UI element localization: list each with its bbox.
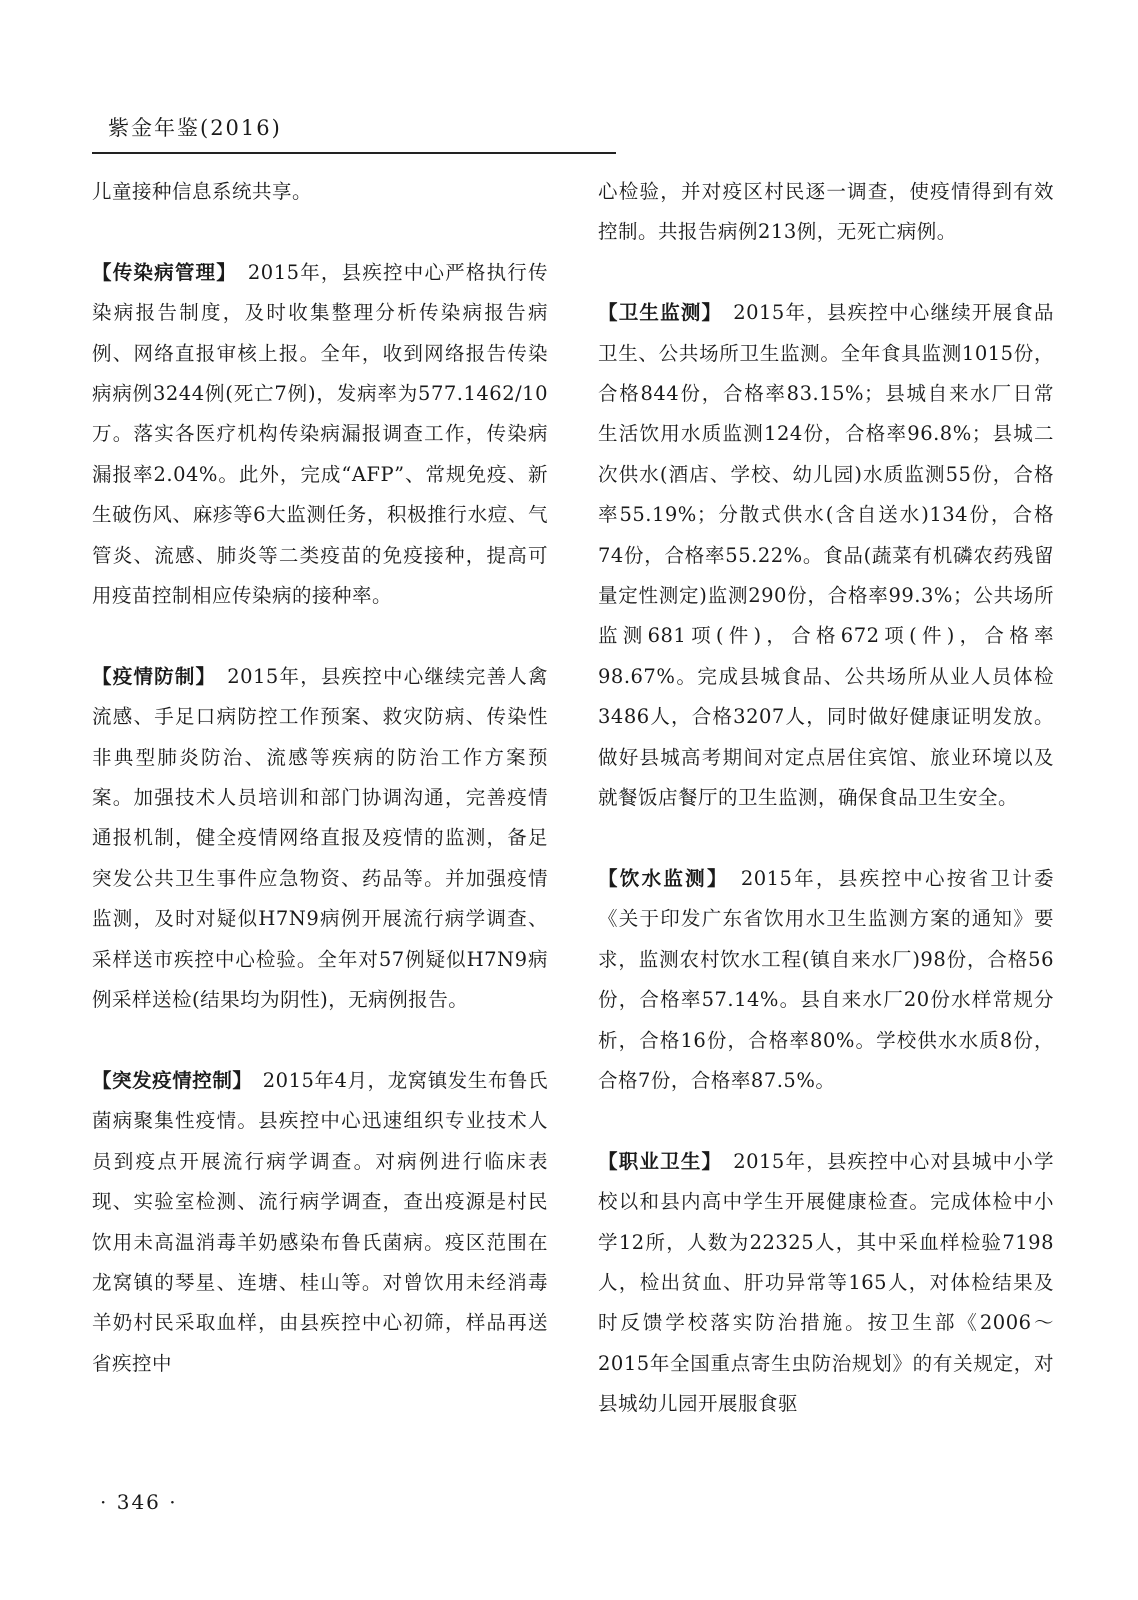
paragraph-text: 2015年4月，龙窝镇发生布鲁氏菌病聚集性疫情。县疾控中心迅速组织专业技术人员到疫点开展流行病学调查。对病例进行临床表现、实验室检测、流行病学调查，查出疫源是村民饮用未高温消毒羊奶感染布鲁氏菌病。疫区范围在龙窝镇的琴星、连塘、桂山等。对曾饮用未经消毒羊奶村民采取血样，由县疾控中心初筛，样品再送省疾控中 bbox=[92, 1068, 548, 1375]
page-number: · 346 · bbox=[100, 1490, 178, 1514]
paragraph-text: 儿童接种信息系统共享。 bbox=[92, 180, 313, 203]
header-rule bbox=[92, 152, 616, 154]
paragraph-text: 2015年，县疾控中心继续开展食品卫生、公共场所卫生监测。全年食具监测1015份，合格844份，合格率83.15%；县城自来水厂日常生活饮用水质监测124份，合格率96.8%；县城二次供水(酒店、学校、幼儿园)水质监测55份，合格率55.19%；分散式供水(含自送水)134份，合格74份，合格率55.22%。食品(蔬菜有机磷农药残留量定性测定)监测290份，合格率99.3%；公共场所监测681项(件)，合格672项(件)，合格率98.67%。完成县城食品、公共场所从业人员体检3486人，合格3207人，同时做好健康证明发放。做好县城高考期间对定点居住宾馆、旅业环境以及就餐饭店餐厅的卫生监测，确保食品卫生安全。 bbox=[598, 301, 1054, 810]
paragraph bbox=[92, 1061, 548, 1384]
section-heading: 【突发疫情控制】 bbox=[92, 1068, 243, 1092]
paragraph-text: 心检验，并对疫区村民逐一调查，使疫情得到有效控制。共报告病例213例，无死亡病例。 bbox=[598, 180, 1054, 244]
paragraph bbox=[598, 859, 1054, 1101]
section-heading: 【饮水监测】 bbox=[598, 866, 720, 890]
section-heading: 【疫情防制】 bbox=[92, 664, 207, 688]
paragraph bbox=[92, 657, 548, 1021]
right-column bbox=[598, 172, 1054, 1425]
left-column bbox=[92, 172, 548, 1384]
paragraph-text: 2015年，县疾控中心对县城中小学校以和县内高中学生开展健康检查。完成体检中小学12所，人数为22325人，其中采血样检验7198人，检出贫血、肝功异常等165人，对体检结果及时反馈学校落实防治措施。按卫生部《2006～2015年全国重点寄生虫防治规划》的有关规定，对县城幼儿园开展服食驱 bbox=[598, 1149, 1054, 1416]
running-title: 紫金年鉴(2016) bbox=[108, 116, 282, 140]
paragraph-text: 2015年，县疾控中心严格执行传染病报告制度，及时收集整理分析传染病报告病例、网络直报审核上报。全年，收到网络报告传染病病例3244例(死亡7例)，发病率为577.1462/10万。落实各医疗机构传染病漏报调查工作，传染病漏报率2.04%。此外，完成“AFP”、常规免疫、新生破伤风、麻疹等6大监测任务，积极推行水痘、气管炎、流感、肺炎等二类疫苗的免疫接种，提高可用疫苗控制相应传染病的接种率。 bbox=[92, 260, 548, 608]
paragraph-text: 2015年，县疾控中心继续完善人禽流感、手足口病防控工作预案、救灾防病、传染性非典型肺炎防治、流感等疾病的防治工作方案预案。加强技术人员培训和部门协调沟通，完善疫情通报机制，健全疫情网络直报及疫情的监测，备足突发公共卫生事件应急物资、药品等。并加强疫情监测，及时对疑似H7N9病例开展流行病学调查、采样送市疾控中心检验。全年对57例疑似H7N9病例采样送检(结果均为阴性)，无病例报告。 bbox=[92, 664, 548, 1012]
paragraph bbox=[92, 172, 548, 212]
section-heading: 【卫生监测】 bbox=[598, 301, 713, 325]
paragraph bbox=[598, 293, 1054, 818]
paragraph bbox=[92, 253, 548, 617]
section-heading: 【职业卫生】 bbox=[598, 1149, 713, 1173]
paragraph bbox=[598, 172, 1054, 253]
section-heading: 【传染病管理】 bbox=[92, 260, 228, 284]
paragraph-text: 2015年，县疾控中心按省卫计委《关于印发广东省饮用水卫生监测方案的通知》要求，监测农村饮水工程(镇自来水厂)98份，合格56份，合格率57.14%。县自来水厂20份水样常规分析，合格16份，合格率80%。学校供水水质8份，合格7份，合格率87.5%。 bbox=[598, 866, 1054, 1092]
paragraph bbox=[598, 1142, 1054, 1425]
